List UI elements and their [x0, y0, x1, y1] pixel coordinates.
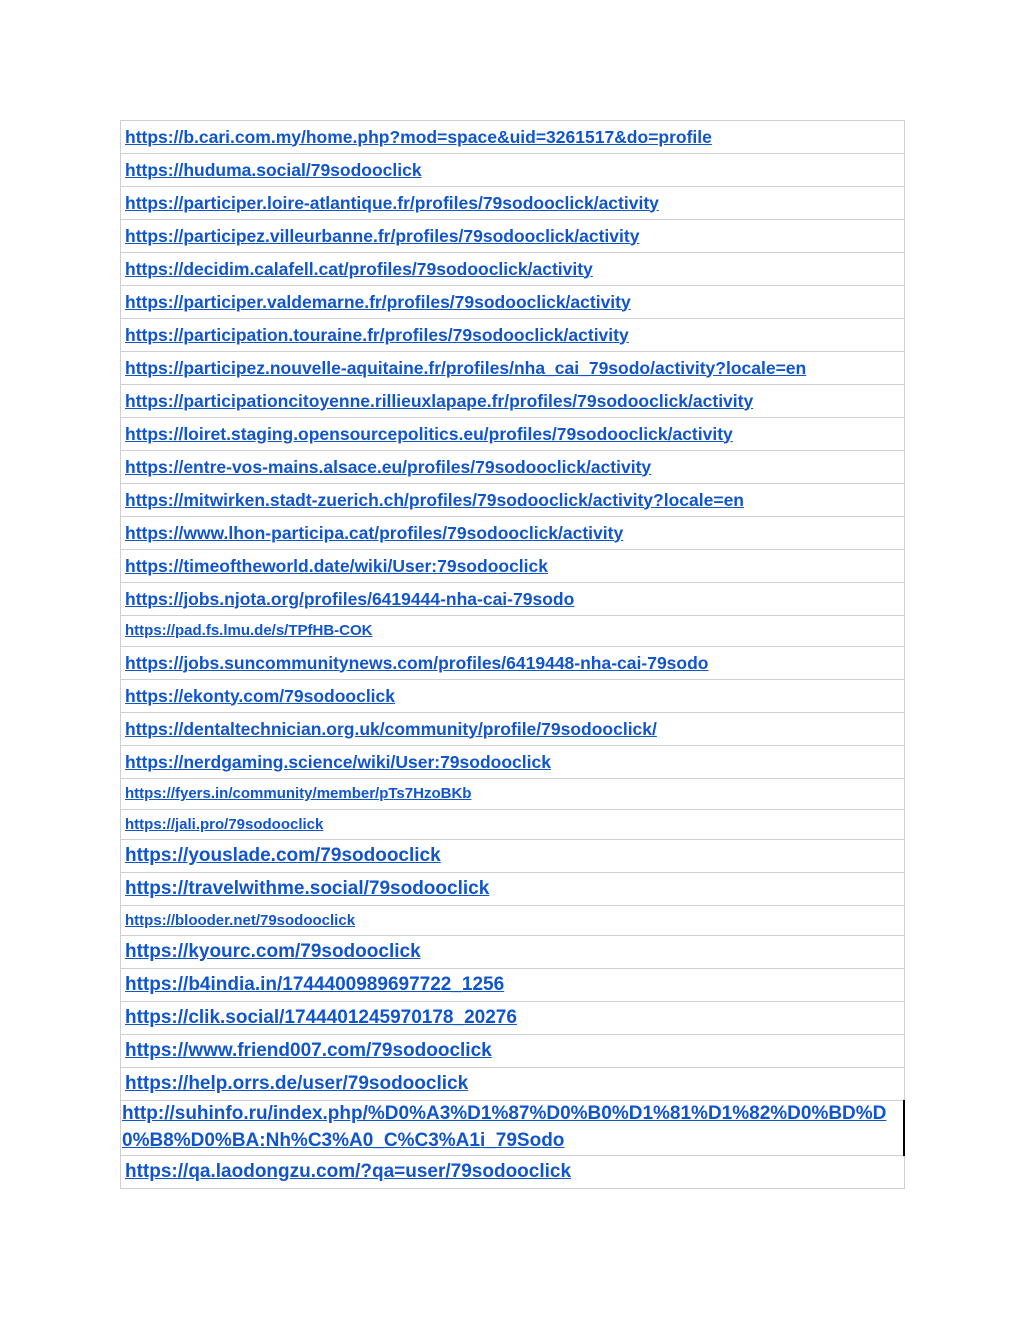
- table-row: [121, 154, 905, 187]
- table-cell: [121, 352, 905, 385]
- table-row: [121, 352, 905, 385]
- table-cell: [121, 713, 905, 746]
- link[interactable]: http://suhinfo.ru/index.php/%D0%A3%D1%87%D0%B0%D1%81%D1%82%D0%BD%D0%B8%D0%BA:Nh%C3%A0_C%C3%A1i_79Sodo: [122, 1103, 887, 1151]
- link[interactable]: https://blooder.net/79sodooclick: [125, 911, 356, 929]
- table-row: [121, 1002, 905, 1035]
- link[interactable]: https://jobs.njota.org/profiles/6419444-nha-cai-79sodo: [125, 588, 575, 609]
- links-table: [120, 120, 905, 1189]
- table-cell: [121, 220, 905, 253]
- table-cell: [121, 779, 905, 810]
- link[interactable]: https://participation.touraine.fr/profiles/79sodooclick/activity: [125, 324, 629, 345]
- table-row: [121, 647, 905, 680]
- table-row: [121, 810, 905, 840]
- table-row: [121, 1101, 905, 1156]
- link[interactable]: https://b.cari.com.my/home.php?mod=space&uid=3261517&do=profile: [125, 126, 712, 147]
- link[interactable]: https://jobs.suncommunitynews.com/profiles/6419448-nha-cai-79sodo: [125, 652, 709, 673]
- link[interactable]: https://participer.loire-atlantique.fr/profiles/79sodooclick/activity: [125, 192, 659, 213]
- table-row: [121, 969, 905, 1002]
- table-cell: [121, 1101, 905, 1156]
- table-cell: [121, 746, 905, 779]
- table-cell: [121, 418, 905, 451]
- table-row: [121, 906, 905, 936]
- table-cell: [121, 583, 905, 616]
- table-row: [121, 451, 905, 484]
- table-cell: [121, 647, 905, 680]
- table-row: [121, 840, 905, 873]
- link[interactable]: https://clik.social/1744401245970178_20276: [125, 1007, 517, 1028]
- table-row: [121, 550, 905, 583]
- link[interactable]: https://participer.valdemarne.fr/profiles/79sodooclick/activity: [125, 291, 631, 312]
- table-row: [121, 484, 905, 517]
- table-cell: [121, 550, 905, 583]
- table-row: [121, 253, 905, 286]
- link[interactable]: https://participationcitoyenne.rillieuxlapape.fr/profiles/79sodooclick/activity: [125, 390, 754, 411]
- link[interactable]: https://huduma.social/79sodooclick: [125, 159, 422, 180]
- table-row: [121, 1156, 905, 1189]
- table-cell: [121, 385, 905, 418]
- table-row: [121, 1035, 905, 1068]
- link[interactable]: https://nerdgaming.science/wiki/User:79sodooclick: [125, 751, 551, 772]
- link[interactable]: https://jali.pro/79sodooclick: [125, 815, 324, 833]
- table-row: [121, 121, 905, 154]
- link[interactable]: https://b4india.in/1744400989697722_1256: [125, 974, 505, 995]
- table-row: [121, 418, 905, 451]
- link[interactable]: https://dentaltechnician.org.uk/community/profile/79sodooclick/: [125, 718, 657, 739]
- table-row: [121, 187, 905, 220]
- table-row: [121, 319, 905, 352]
- table-cell: [121, 969, 905, 1002]
- link[interactable]: https://timeoftheworld.date/wiki/User:79sodooclick: [125, 555, 548, 576]
- table-cell: [121, 936, 905, 969]
- link[interactable]: https://help.orrs.de/user/79sodooclick: [125, 1073, 469, 1094]
- table-row: [121, 680, 905, 713]
- table-cell: [121, 616, 905, 647]
- link[interactable]: https://mitwirken.stadt-zuerich.ch/profiles/79sodooclick/activity?locale=en: [125, 489, 744, 510]
- link[interactable]: https://decidim.calafell.cat/profiles/79sodooclick/activity: [125, 258, 593, 279]
- table-row: [121, 936, 905, 969]
- link[interactable]: https://participez.villeurbanne.fr/profiles/79sodooclick/activity: [125, 225, 640, 246]
- table-cell: [121, 187, 905, 220]
- link[interactable]: https://qa.laodongzu.com/?qa=user/79sodooclick: [125, 1161, 572, 1182]
- table-cell: [121, 319, 905, 352]
- table-row: [121, 873, 905, 906]
- table-cell: [121, 121, 905, 154]
- table-cell: [121, 1156, 905, 1189]
- table-row: [121, 616, 905, 647]
- table-row: [121, 713, 905, 746]
- table-row: [121, 746, 905, 779]
- table-cell: [121, 451, 905, 484]
- table-row: [121, 1068, 905, 1101]
- link[interactable]: https://travelwithme.social/79sodooclick: [125, 878, 490, 899]
- table-row: [121, 220, 905, 253]
- table-cell: [121, 154, 905, 187]
- link[interactable]: https://www.lhon-participa.cat/profiles/79sodooclick/activity: [125, 522, 624, 543]
- table-row: [121, 385, 905, 418]
- link[interactable]: https://fyers.in/community/member/pTs7HzoBKb: [125, 785, 472, 802]
- table-row: [121, 517, 905, 550]
- table-cell: [121, 1002, 905, 1035]
- table-cell: [121, 286, 905, 319]
- table-cell: [121, 1035, 905, 1068]
- link[interactable]: https://www.friend007.com/79sodooclick: [125, 1040, 492, 1061]
- table-row: [121, 583, 905, 616]
- table-cell: [121, 873, 905, 906]
- table-cell: [121, 906, 905, 936]
- table-row: [121, 779, 905, 810]
- table-cell: [121, 810, 905, 840]
- link[interactable]: https://kyourc.com/79sodooclick: [125, 941, 421, 962]
- link[interactable]: https://youslade.com/79sodooclick: [125, 845, 441, 866]
- table-cell: [121, 1068, 905, 1101]
- link[interactable]: https://entre-vos-mains.alsace.eu/profiles/79sodooclick/activity: [125, 456, 652, 477]
- link[interactable]: https://loiret.staging.opensourcepolitics.eu/profiles/79sodooclick/activity: [125, 423, 733, 444]
- table-cell: [121, 484, 905, 517]
- link[interactable]: https://participez.nouvelle-aquitaine.fr/profiles/nha_cai_79sodo/activity?locale=en: [125, 357, 807, 378]
- table-cell: [121, 517, 905, 550]
- table-row: [121, 286, 905, 319]
- table-cell: [121, 680, 905, 713]
- link[interactable]: https://ekonty.com/79sodooclick: [125, 685, 396, 706]
- table-cell: [121, 840, 905, 873]
- table-cell: [121, 253, 905, 286]
- link[interactable]: https://pad.fs.lmu.de/s/TPfHB-COK: [125, 622, 373, 639]
